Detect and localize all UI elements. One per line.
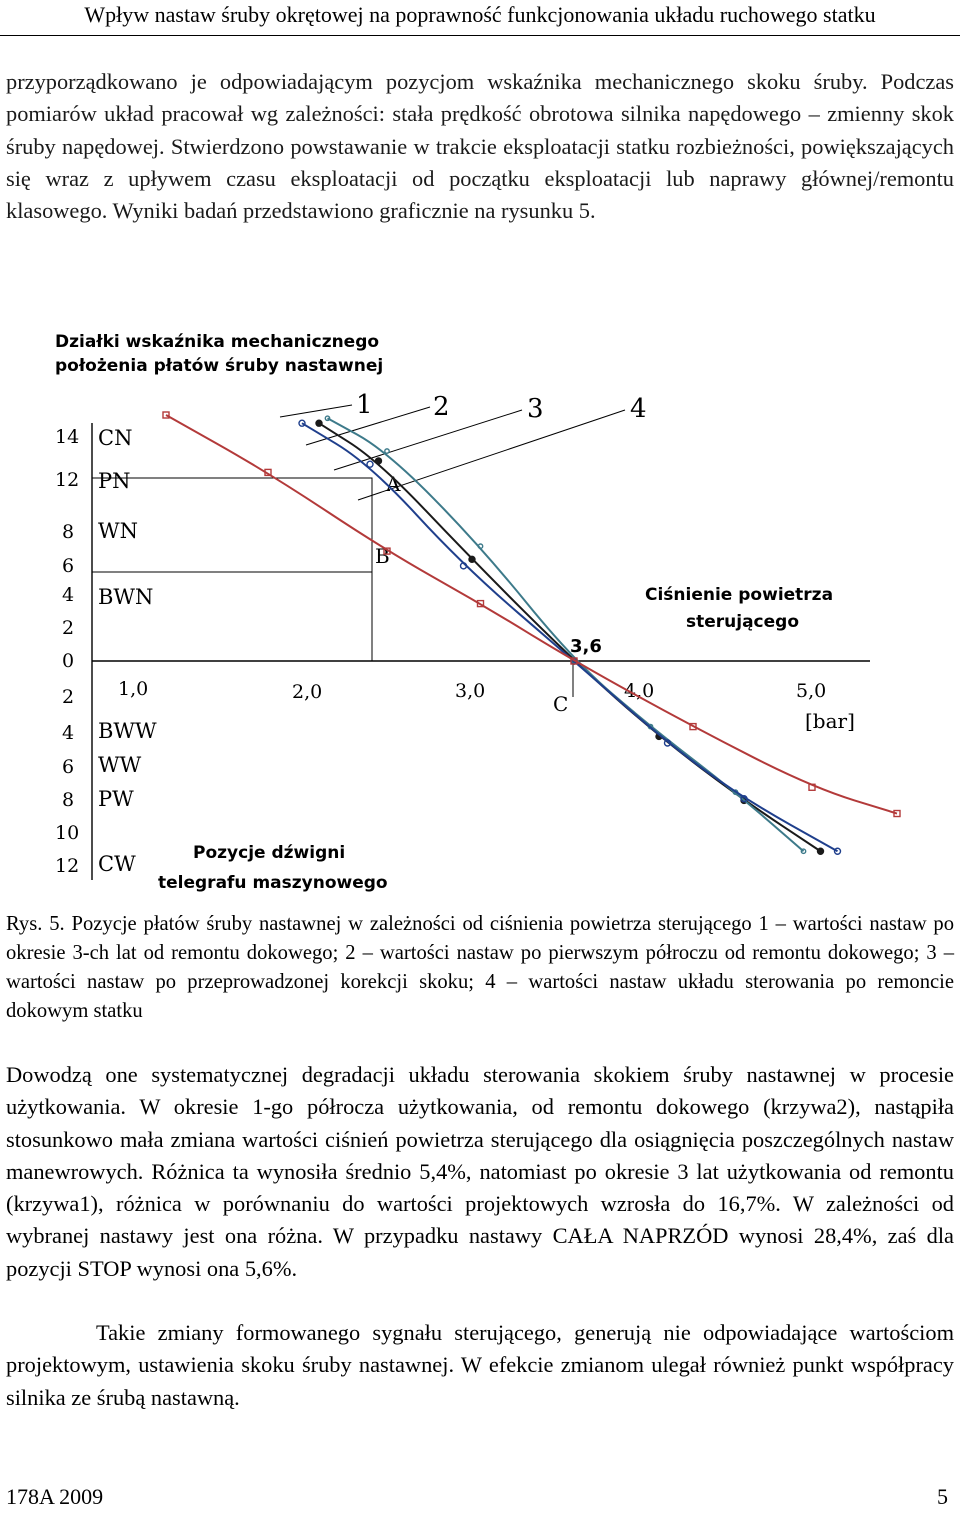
- y-tick-8: 8: [62, 521, 75, 543]
- position-cw: CW: [98, 852, 136, 876]
- bottom-title-line-2: telegrafu maszynowego: [158, 873, 388, 893]
- curves: [163, 412, 900, 854]
- y-tick-astern-2: 2: [62, 686, 75, 708]
- figure-5: [0, 325, 960, 905]
- y-tick-14: 14: [55, 426, 80, 448]
- y-tick-astern-6: 6: [62, 756, 75, 778]
- point-label-a: A: [386, 472, 401, 496]
- y-axis-title-line-2: położenia płatów śruby nastawnej: [55, 356, 384, 376]
- x-tick-2: 2,0: [292, 681, 323, 703]
- position-wn: WN: [98, 519, 138, 543]
- page-number: 5: [937, 1484, 948, 1509]
- curve-1-point: [818, 848, 824, 854]
- y-ticks-forward: [55, 426, 79, 672]
- leader-line-4: [358, 410, 625, 500]
- position-pn: PN: [98, 469, 131, 493]
- bottom-title-line-1: Pozycje dźwigni: [193, 843, 346, 863]
- running-header-title: Wpływ nastaw śruby okrętowej na poprawność funkcjonowania układu ruchowego statku: [84, 2, 876, 27]
- y-tick-2: 2: [62, 617, 75, 639]
- position-cn: CN: [98, 426, 133, 450]
- x-tick-1: 1,0: [118, 678, 149, 700]
- y-tick-astern-10: 10: [55, 822, 80, 844]
- y-axis-title-line-1: Działki wskaźnika mechanicznego: [55, 332, 380, 352]
- y-tick-astern-12: 12: [55, 855, 80, 877]
- point-label-b: B: [375, 544, 390, 568]
- curve-1-point: [316, 420, 322, 426]
- x-tick-5: 5,0: [796, 680, 827, 702]
- leader-lines: [280, 405, 625, 500]
- paragraph-1: przyporządkowano je odpowiadającym pozycjom wskaźnika mechanicznego skoku śruby. Podczas pomiarów układ pracował wg zależności: stała prędkość obrotowa silnika napędowego – zmienny skok śruby napędowej. Stwierdzono powstawanie w trakcie eksploatacji statku rozbieżności, powiększających się wraz z upływem czasu eksploatacji od początku eksploatacji lub naprawy głównej/remontu klasowego. Wyniki badań przedstawiono graficznie na rysunku 5.: [6, 69, 954, 224]
- crossing-label: 3,6: [570, 636, 602, 657]
- y-tick-12: 12: [55, 469, 80, 491]
- position-bww: BWW: [98, 719, 157, 743]
- curve-label-3: 3: [527, 394, 544, 424]
- caption-text: Pozycje płatów śruby nastawnej w zależności od ciśnienia powietrza sterującego 1 – wartości nastaw po okresie 3-ch lat od remontu dokowego; 2 – wartości nastaw po pierwszym półroczu od remontu dokowego; 3 – wartości nastaw po przeprowadzonej korekcji skoku; 4 – wartości nastaw układu sterowania po remoncie dokowym statku: [6, 913, 955, 1022]
- y-ticks-astern: [55, 686, 79, 877]
- y-tick-0: 0: [62, 650, 75, 672]
- x-ticks: [118, 678, 826, 703]
- curve-2-point: [385, 449, 389, 453]
- paragraph-3: Takie zmiany formowanego sygnału sterującego, generują nie odpowiadające wartościom projektowym, ustawienia skoku śruby nastawnej. W efekcie zmianom ulegał również punkt współpracy silnika ze śrubą nastawną.: [6, 1320, 954, 1410]
- x-axis-title-line-1: Ciśnienie powietrza: [645, 585, 834, 605]
- x-tick-4: 4,0: [624, 680, 655, 702]
- running-header: [0, 0, 960, 36]
- curve-1-point: [469, 556, 475, 562]
- curve-2-point: [478, 544, 482, 548]
- y-tick-astern-4: 4: [62, 722, 75, 744]
- curve-label-2: 2: [433, 392, 450, 422]
- footer-issue: 178A 2009: [6, 1484, 104, 1509]
- curve-1-point: [376, 458, 382, 464]
- x-tick-3: 3,0: [455, 680, 486, 702]
- paragraph-2: Dowodzą one systematycznej degradacji układu sterowania skokiem śruby nastawnej w procesie użytkowania. W okresie 1-go półrocza użytkowania, od remontu dokowego (krzywa2), nastąpiła stosunkowo mała zmiana wartości ciśnień powietrza sterującego dla osiągnięcia poszczególnych nastaw manewrowych. Różnica ta wynosiła średnio 5,4%, natomiast po okresie 3 lat użytkowania od remontu (krzywa1), różnica w porównaniu do wartości projektowych wzrosła do 16,7%. W zależności od wybranej nastawy jest ona różna. W przypadku nastawy CAŁA NAPRZÓD wynosi 28,4%, zaś dla pozycji STOP wynosi ona 5,6%.: [6, 1062, 954, 1281]
- caption-label: Rys. 5.: [6, 913, 65, 935]
- leader-line-1: [280, 405, 352, 417]
- point-label-c: C: [553, 692, 569, 716]
- curve-labels: [356, 390, 647, 424]
- x-axis-title-line-2: sterującego: [686, 612, 800, 632]
- curve-3-point: [367, 461, 373, 467]
- x-unit: [bar]: [805, 709, 855, 733]
- y-tick-6: 6: [62, 555, 75, 577]
- position-ww: WW: [98, 753, 142, 777]
- position-bwn: BWN: [98, 585, 154, 609]
- telegraph-positions: [98, 426, 157, 876]
- y-tick-4: 4: [62, 584, 75, 606]
- curve-label-1: 1: [356, 390, 373, 420]
- figure-5-chart: [0, 325, 960, 905]
- reference-line-a: [92, 478, 372, 661]
- position-pw: PW: [98, 787, 134, 811]
- figure-caption: [6, 910, 954, 1026]
- curve-label-4: 4: [630, 394, 647, 424]
- page-footer: [6, 1484, 948, 1512]
- y-tick-astern-8: 8: [62, 789, 75, 811]
